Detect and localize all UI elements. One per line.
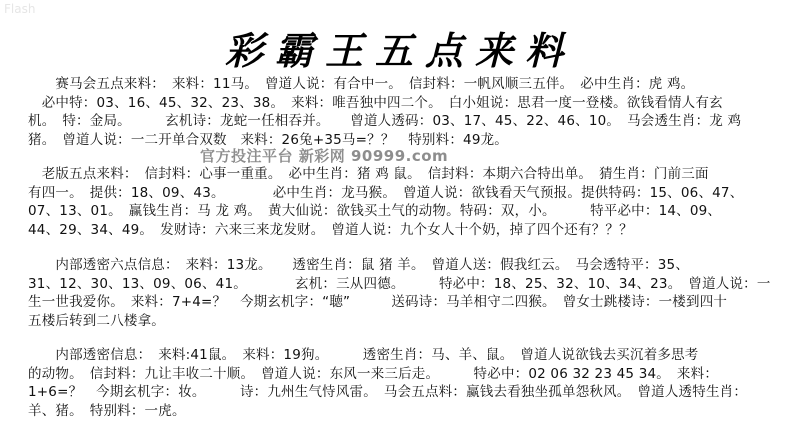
- text-line: 老版五点来料： 信封料：心事一重重。 必中生肖：猪 鸡 鼠。 信封料：本期六合特出单。 猜生肖：门前三面: [28, 166, 709, 182]
- section-saima-wudian: [28, 75, 788, 149]
- section-neibu-xinxi: [28, 346, 788, 420]
- text-line: 羊、猪。 特别料：一虎。: [28, 402, 186, 419]
- site-watermark: 官方投注平台 新彩网 90999.com: [200, 147, 449, 165]
- text-line: 猪。 曾道人说：一二开单合双数 来料：26兔+35马=？？ 特别料：49龙。: [28, 131, 509, 148]
- top-watermark: Flash: [4, 2, 36, 16]
- text-line: 内部透密信息： 来料:41鼠。 来料：19狗。 透密生肖：马、羊、鼠。 曾道人说欲钱去买沉着多思考: [28, 347, 699, 363]
- text-line: 44、29、34、49。 发财诗：六来三来龙发财。 曾道人说：九个女人十个奶，掉了四个还有？？？: [28, 221, 633, 238]
- text-line: 机。 特：金局。 玄机诗：龙蛇一任相吞并。 曾道人透码：03、17、45、22、46、10。 马会透生肖：龙 鸡: [28, 113, 742, 130]
- text-line: 赛马会五点来料： 来料：11马。 曾道人说：有合中一。 信封料：一帆风顺三五伴。 必中生肖：虎 鸡。: [28, 76, 695, 92]
- text-line: 31、12、30、13、09、06、41。 玄机：三从四德。 特必中：18、25、32、10、34、23。 曾道人说：一: [28, 275, 771, 292]
- text-line: 的动物。 信封料：九让丰收二十顺。 曾道人说：东风一来三后走。 特必中：02 06 32 23 45 34。 来料：: [28, 365, 719, 382]
- text-line: 07、13、01。 赢钱生肖：马 龙 鸡。 黄大仙说：欲钱买土气的动物。特码：双，小。 特平必中：14、09、: [28, 203, 722, 220]
- text-line: 五楼后转到二八楼拿。: [28, 312, 165, 329]
- text-line: 生一世我爱你。 来料：7+4=？ 今期玄机字：“聴” 送码诗：马羊相守二四猴。 曾女士跳楼诗：一楼到四十: [28, 294, 728, 311]
- section-neibu-liudian: [28, 256, 788, 330]
- section-laoban-wudian: [28, 165, 788, 239]
- text-line: 有四一。 提供：18、09、43。 必中生肖：龙马猴。 曾道人说：欲钱看天气预报。提供特码：15、06、47、: [28, 184, 744, 201]
- text-line: 内部透密六点信息： 来料：13龙。 透密生肖：鼠 猪 羊。 曾道人送：假我红云。 马会透特平：35、: [28, 257, 690, 273]
- text-line: 必中特：03、16、45、32、23、38。 来料：唯吾独中四二个。 白小姐说：思君一度一登楼。欲钱看情人有玄: [28, 94, 723, 111]
- page-title: 彩霸王五点来料: [224, 28, 575, 73]
- text-line: 1+6=？ 今期玄机字：妆。 诗：九州生气恃风雷。 马会五点料：赢钱去看独坐孤单怨秋风。 曾道人透特生肖：: [28, 384, 748, 401]
